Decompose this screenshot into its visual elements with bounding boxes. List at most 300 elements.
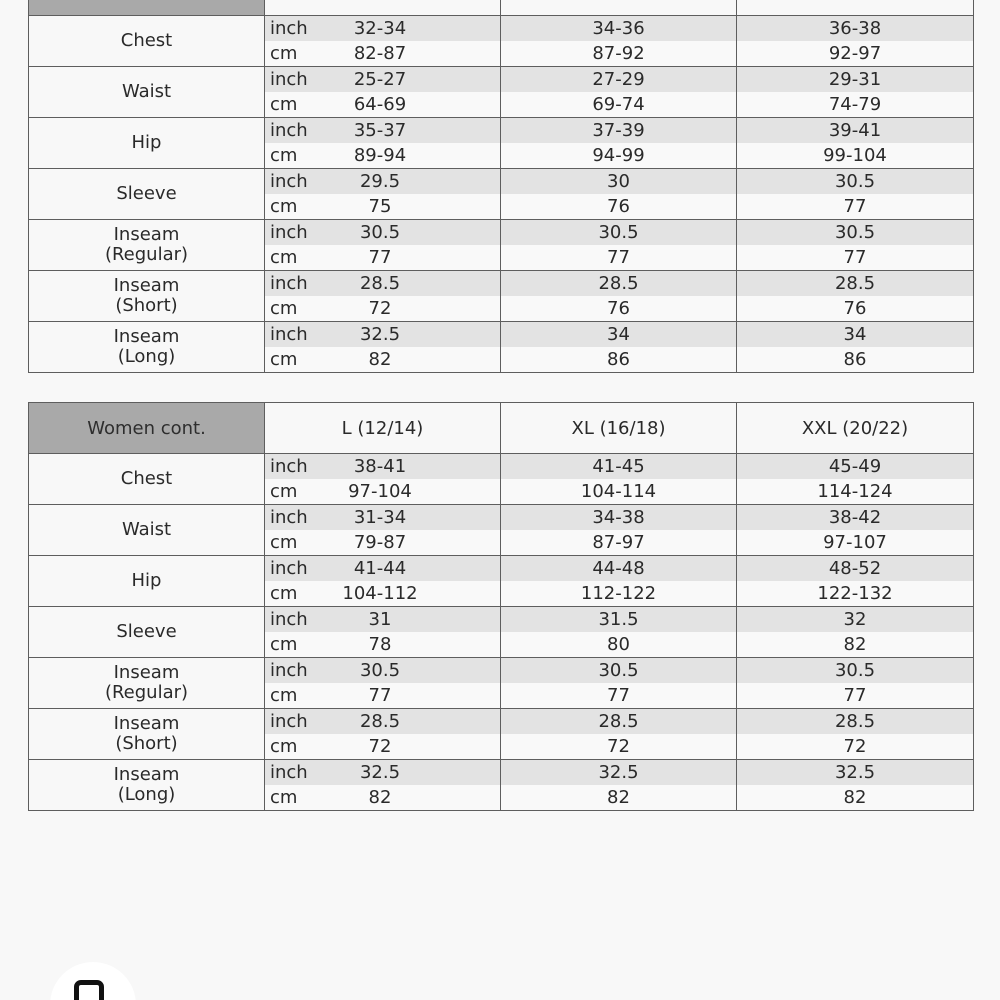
measurement-row [29,16,974,67]
inch-row [737,607,973,632]
inch-row [265,271,500,296]
inch-value: 38-41 [353,456,407,477]
size-column-header: XXL (20/22) [737,403,974,454]
cm-value: 77 [843,196,867,217]
cm-row [265,734,500,759]
size-value-cell [265,220,501,271]
unit-label: inch [270,273,308,294]
inch-value: 30.5 [834,660,876,681]
inch-row [265,169,500,194]
cm-value: 94-99 [592,145,645,166]
inch-value: 34 [843,324,867,345]
cm-row [501,245,736,270]
measurement-label [29,67,265,118]
size-value-cell [737,220,974,271]
inch-row [737,760,973,785]
size-value-cell [737,322,974,373]
measurement-label-line: Inseam [113,275,180,296]
size-value-cell [265,556,501,607]
inch-value: 30.5 [598,222,639,243]
size-value-cell [737,760,974,811]
size-value-cell [737,271,974,322]
cm-row [737,785,973,810]
measurement-row [29,118,974,169]
cm-value: 104-112 [342,583,418,604]
inch-value: 44-48 [592,558,645,579]
size-value-cell [501,220,737,271]
measurement-label [29,220,265,271]
inch-row [265,658,500,683]
cm-row [737,581,973,606]
size-value-cell [501,271,737,322]
unit-label: cm [270,349,298,370]
size-value-cell [501,505,737,556]
inch-value: 30 [607,171,630,192]
inch-row [265,220,500,245]
measurement-label-line: Sleeve [116,183,177,204]
inch-row [737,118,973,143]
inch-value: 30.5 [834,171,876,192]
measurement-label-line: (Short) [115,733,178,754]
size-value-cell [737,709,974,760]
inch-value: 34-36 [592,18,645,39]
cm-value: 78 [368,634,392,655]
unit-label: inch [270,222,308,243]
cm-value: 82-87 [353,43,407,64]
cm-row [737,734,973,759]
cm-row [737,479,973,504]
cm-value: 114-124 [817,481,893,502]
inch-value: 28.5 [359,273,401,294]
inch-row [501,220,736,245]
inch-row [265,322,500,347]
measurement-label [29,271,265,322]
measurement-label-line: (Long) [117,784,176,805]
cm-row [501,632,736,657]
size-value-cell [501,118,737,169]
measurement-label-line: Inseam [113,224,180,245]
measurement-label [29,454,265,505]
cm-row [501,683,736,708]
inch-value: 30.5 [598,660,639,681]
cm-value: 77 [607,247,630,268]
size-value-cell [265,709,501,760]
inch-value: 30.5 [359,660,401,681]
measurement-label [29,16,265,67]
inch-row [501,271,736,296]
table-title [29,0,265,16]
unit-label: cm [270,532,298,553]
cm-value: 89-94 [353,145,407,166]
measurement-label-line: (Long) [117,346,176,367]
unit-label: cm [270,634,298,655]
inch-row [265,118,500,143]
cm-row [501,734,736,759]
cm-value: 87-92 [592,43,645,64]
measurement-label [29,322,265,373]
size-value-cell [265,16,501,67]
inch-value: 31.5 [598,609,639,630]
cm-row [501,296,736,321]
measurement-label-line: Inseam [113,764,180,785]
measurement-row [29,454,974,505]
measurement-label-line: (Regular) [104,244,189,265]
cm-row [265,41,500,66]
unit-label: cm [270,736,298,757]
cm-row [737,143,973,168]
cm-value: 79-87 [353,532,407,553]
unit-label: inch [270,120,308,141]
inch-row [501,454,736,479]
measurement-row [29,760,974,811]
size-value-cell [501,322,737,373]
cm-row [265,581,500,606]
cm-row [265,530,500,555]
size-column-header [737,0,974,16]
cm-value: 97-104 [348,481,412,502]
size-value-cell [265,322,501,373]
measurement-label-line: Hip [131,132,162,153]
size-value-cell [265,169,501,220]
cm-row [265,92,500,117]
inch-row [737,169,973,194]
cm-row [501,785,736,810]
unit-label: cm [270,481,298,502]
cm-value: 82 [607,787,630,808]
inch-value: 34-38 [592,507,645,528]
inch-row [265,454,500,479]
unit-label: cm [270,787,298,808]
inch-value: 32.5 [359,324,401,345]
size-value-cell [265,118,501,169]
inch-row [737,658,973,683]
unit-label: inch [270,507,308,528]
cm-value: 82 [368,349,392,370]
inch-value: 28.5 [834,711,876,732]
inch-value: 39-41 [828,120,882,141]
table-title: Women cont. [29,403,265,454]
measurement-label [29,760,265,811]
cm-value: 97-107 [823,532,887,553]
inch-value: 41-44 [353,558,407,579]
size-value-cell [265,271,501,322]
measurement-row [29,709,974,760]
cm-row [501,194,736,219]
size-value-cell [501,607,737,658]
size-value-cell [501,67,737,118]
size-value-cell [501,709,737,760]
cm-value: 75 [368,196,392,217]
size-value-cell [265,67,501,118]
cm-value: 82 [843,787,867,808]
measurement-label-line: (Short) [115,295,178,316]
inch-value: 30.5 [834,222,876,243]
cm-value: 77 [368,685,392,706]
inch-row [501,760,736,785]
measurement-label [29,658,265,709]
size-value-cell [737,607,974,658]
unit-label: inch [270,18,308,39]
size-value-cell [501,16,737,67]
inch-row [265,607,500,632]
inch-value: 35-37 [353,120,407,141]
unit-label: inch [270,558,308,579]
cm-value: 99-104 [823,145,887,166]
unit-label: cm [270,196,298,217]
inch-row [737,220,973,245]
size-value-cell [737,505,974,556]
inch-value: 27-29 [592,69,645,90]
header-row [29,0,974,16]
cm-row [501,530,736,555]
measurement-label-line: Waist [121,81,172,102]
unit-label: cm [270,298,298,319]
unit-label: cm [270,685,298,706]
inch-row [501,118,736,143]
size-value-cell [265,760,501,811]
size-table-women [28,0,974,373]
cm-row [501,143,736,168]
inch-row [265,16,500,41]
inch-row [501,607,736,632]
inch-row [501,658,736,683]
cm-row [501,92,736,117]
unit-label: inch [270,609,308,630]
cm-row [501,347,736,372]
measurement-label [29,118,265,169]
cm-row [265,632,500,657]
size-column-header [501,0,737,16]
cm-row [501,41,736,66]
unit-label: cm [270,247,298,268]
cm-row [501,479,736,504]
cm-value: 77 [607,685,630,706]
measurement-label [29,169,265,220]
size-column-header: L (12/14) [265,403,501,454]
inch-value: 29.5 [359,171,401,192]
inch-row [737,556,973,581]
cm-value: 82 [368,787,392,808]
size-value-cell [265,607,501,658]
cm-value: 72 [368,736,392,757]
inch-value: 32.5 [834,762,876,783]
cm-value: 72 [368,298,392,319]
cm-row [265,143,500,168]
size-value-cell [737,658,974,709]
inch-row [737,454,973,479]
unit-label: inch [270,324,308,345]
unit-label: cm [270,94,298,115]
unit-label: cm [270,583,298,604]
measurement-label [29,556,265,607]
size-table-women-cont [28,402,974,811]
cm-row [737,245,973,270]
inch-value: 31 [368,609,392,630]
unit-label: inch [270,171,308,192]
inch-row [501,16,736,41]
cm-value: 77 [368,247,392,268]
measurement-label-line: (Regular) [104,682,189,703]
cm-value: 69-74 [592,94,645,115]
size-value-cell [501,658,737,709]
cm-value: 76 [843,298,867,319]
cm-row [737,683,973,708]
unit-label: inch [270,660,308,681]
inch-value: 34 [607,324,630,345]
cm-value: 80 [607,634,630,655]
inch-value: 31-34 [353,507,407,528]
measurement-row [29,220,974,271]
cm-value: 104-114 [580,481,657,502]
unit-label: inch [270,711,308,732]
size-value-cell [265,505,501,556]
cm-value: 82 [843,634,867,655]
measurement-row [29,658,974,709]
cm-row [265,683,500,708]
cm-row [737,296,973,321]
inch-row [265,67,500,92]
cm-row [501,581,736,606]
inch-value: 28.5 [834,273,876,294]
inch-value: 30.5 [359,222,401,243]
measurement-row [29,169,974,220]
size-value-cell [501,169,737,220]
inch-row [501,505,736,530]
inch-value: 37-39 [592,120,645,141]
measurement-label-line: Chest [120,468,173,489]
header-row [29,403,974,454]
inch-value: 29-31 [828,69,882,90]
inch-row [265,556,500,581]
unit-label: cm [270,145,298,166]
size-column-header [265,0,501,16]
unit-label: inch [270,69,308,90]
inch-row [737,322,973,347]
cm-value: 64-69 [353,94,407,115]
cm-row [737,92,973,117]
measurement-label-line: Sleeve [116,621,177,642]
inch-value: 36-38 [828,18,882,39]
cm-row [265,296,500,321]
size-value-cell [737,454,974,505]
measurement-label-line: Inseam [113,662,180,683]
cm-row [265,347,500,372]
cm-row [737,632,973,657]
cm-row [265,194,500,219]
cm-row [737,347,973,372]
inch-row [501,322,736,347]
unit-label: cm [270,43,298,64]
cm-value: 76 [607,196,630,217]
inch-value: 45-49 [828,456,882,477]
size-value-cell [737,169,974,220]
cm-value: 92-97 [828,43,882,64]
inch-value: 28.5 [598,273,639,294]
measurement-label [29,505,265,556]
cm-value: 87-97 [592,532,645,553]
size-value-cell [737,118,974,169]
cm-value: 86 [607,349,630,370]
inch-value: 48-52 [828,558,882,579]
size-value-cell [501,760,737,811]
inch-row [737,16,973,41]
cm-row [737,41,973,66]
measurement-label-line: Chest [120,30,173,51]
cm-row [265,245,500,270]
inch-row [501,556,736,581]
cm-value: 77 [843,685,867,706]
size-value-cell [737,556,974,607]
inch-row [265,760,500,785]
phone-button[interactable] [50,962,136,1000]
cm-row [737,194,973,219]
measurement-label [29,607,265,658]
inch-value: 25-27 [353,69,407,90]
inch-value: 28.5 [359,711,401,732]
inch-row [737,67,973,92]
cm-value: 86 [843,349,867,370]
inch-value: 32 [843,609,867,630]
inch-value: 28.5 [598,711,639,732]
inch-row [737,709,973,734]
measurement-label-line: Inseam [113,713,180,734]
measurement-row [29,556,974,607]
cm-value: 72 [843,736,867,757]
measurement-label-line: Hip [131,570,162,591]
measurement-row [29,322,974,373]
cm-row [737,530,973,555]
size-column-header: XL (16/18) [501,403,737,454]
inch-row [737,505,973,530]
measurement-row [29,607,974,658]
size-value-cell [737,16,974,67]
cm-value: 72 [607,736,630,757]
cm-value: 112-122 [580,583,657,604]
cm-row [265,785,500,810]
size-value-cell [501,454,737,505]
size-value-cell [737,67,974,118]
inch-row [501,169,736,194]
measurement-label-line: Waist [121,519,172,540]
inch-value: 38-42 [828,507,882,528]
inch-row [737,271,973,296]
cm-row [265,479,500,504]
size-value-cell [265,454,501,505]
inch-row [265,505,500,530]
size-value-cell [501,556,737,607]
inch-row [265,709,500,734]
measurement-label-line: Inseam [113,326,180,347]
measurement-row [29,271,974,322]
cm-value: 77 [843,247,867,268]
measurement-label [29,709,265,760]
inch-value: 32.5 [359,762,401,783]
inch-row [501,709,736,734]
inch-row [501,67,736,92]
unit-label: inch [270,762,308,783]
size-value-cell [265,658,501,709]
cm-value: 74-79 [828,94,882,115]
inch-value: 32-34 [353,18,407,39]
measurement-row [29,67,974,118]
inch-value: 41-45 [592,456,645,477]
phone-icon [74,980,104,1000]
inch-value: 32.5 [598,762,639,783]
measurement-row [29,505,974,556]
cm-value: 122-132 [817,583,893,604]
cm-value: 76 [607,298,630,319]
unit-label: inch [270,456,308,477]
